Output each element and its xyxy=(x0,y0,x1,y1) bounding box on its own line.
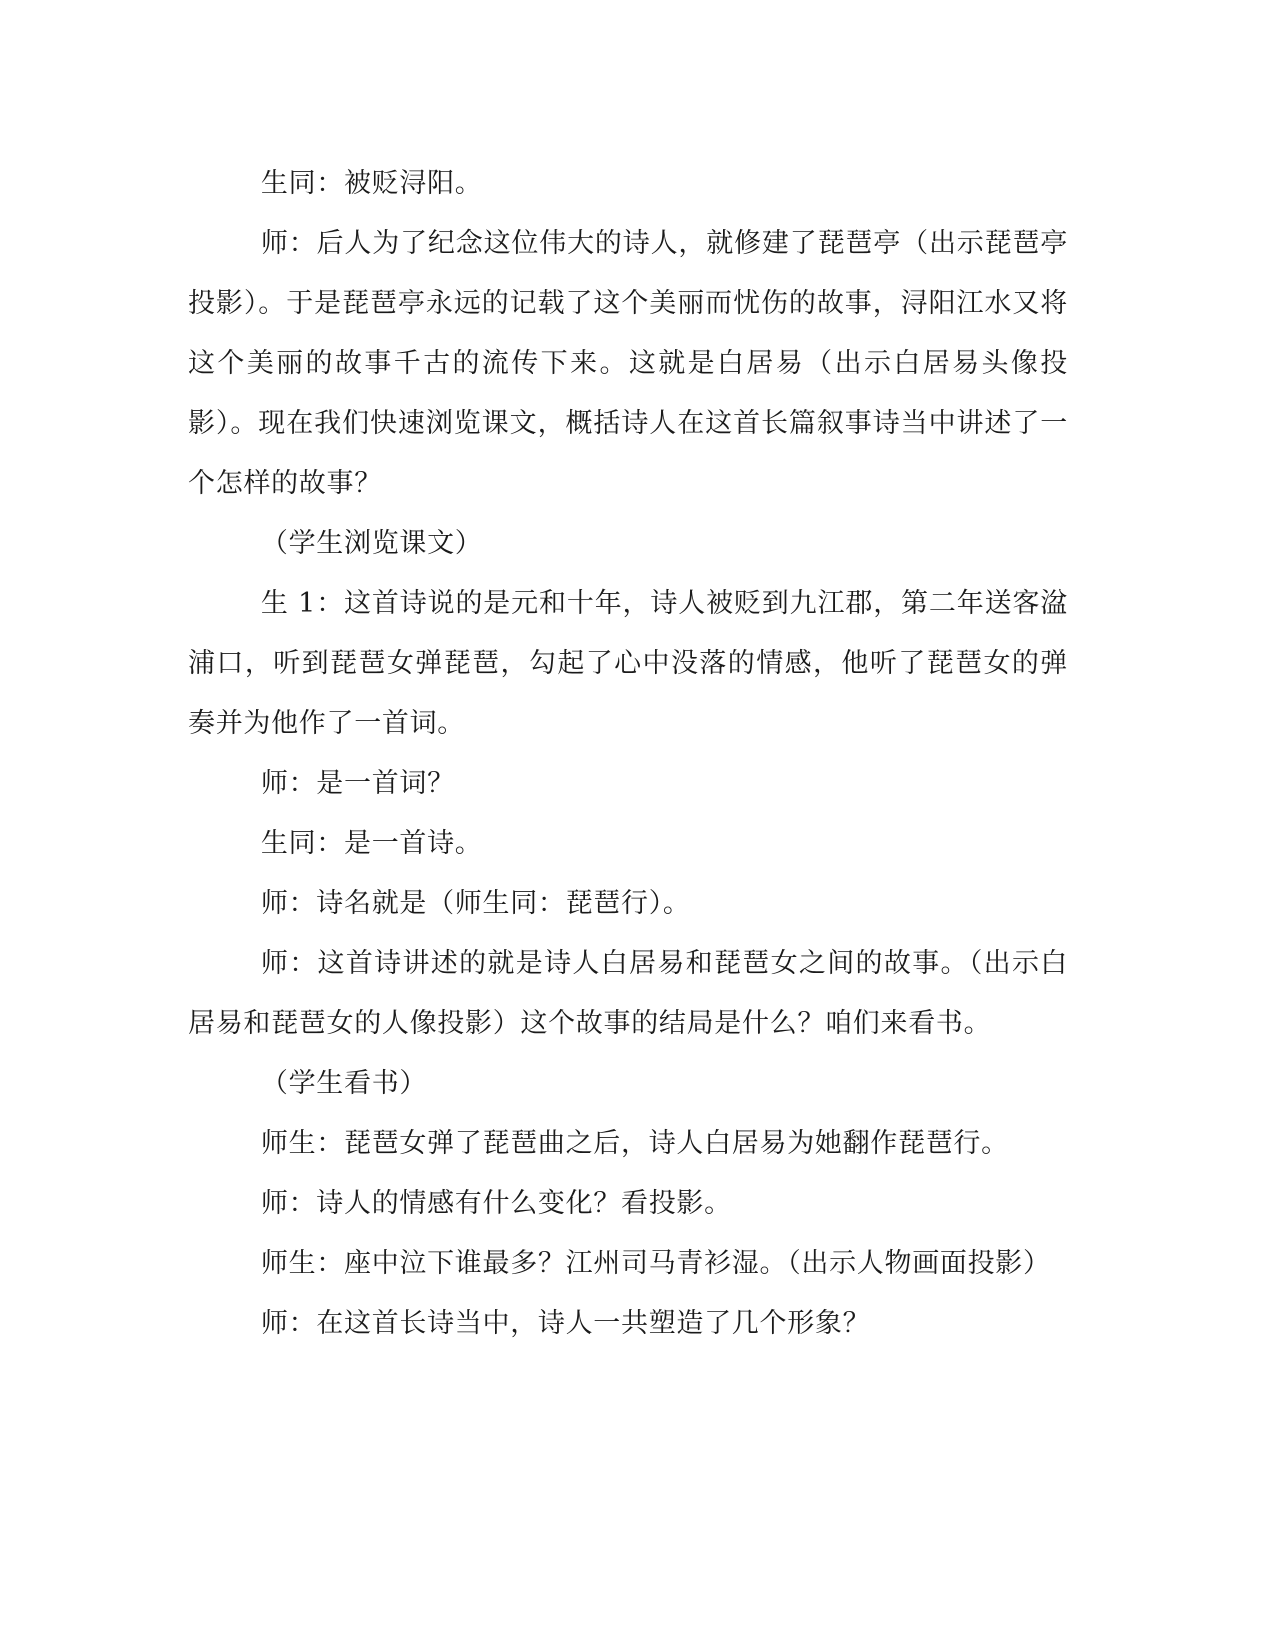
paragraph: 生同：是一首诗。 xyxy=(260,828,483,859)
paragraph: 生 1：这首诗说的是元和十年，诗人被贬到九江郡，第二年送客湓浦口，听到琵琶女弹琵琶，勾起了心中没落的情感，他听了琵琶女的弹奏并为他作了一首词。 xyxy=(188,588,1068,739)
document-body xyxy=(188,154,1068,1354)
paragraph: 师：后人为了纪念这位伟大的诗人，就修建了琵琶亭（出示琵琶亭投影）。于是琵琶亭永远的记载了这个美丽而忧伤的故事，浔阳江水又将这个美丽的故事千古的流传下来。这就是白居易（出示白居易头像投影）。现在我们快速浏览课文，概括诗人在这首长篇叙事诗当中讲述了一个怎样的故事？ xyxy=(188,228,1068,499)
paragraph: 师生：座中泣下谁最多？江州司马青衫湿。（出示人物画面投影） xyxy=(260,1248,1051,1279)
paragraph: 生同：被贬浔阳。 xyxy=(260,168,483,199)
paragraph: 师：诗名就是（师生同：琵琶行）。 xyxy=(260,888,691,919)
paragraph: 师：诗人的情感有什么变化？看投影。 xyxy=(260,1188,732,1219)
paragraph: 师生：琵琶女弹了琵琶曲之后，诗人白居易为她翻作琵琶行。 xyxy=(260,1128,1009,1159)
paragraph: 师：这首诗讲述的就是诗人白居易和琵琶女之间的故事。（出示白居易和琵琶女的人像投影）这个故事的结局是什么？咱们来看书。 xyxy=(188,948,1068,1039)
paragraph: 师：是一首词？ xyxy=(260,768,455,799)
paragraph: 师：在这首长诗当中，诗人一共塑造了几个形象？ xyxy=(260,1308,871,1339)
paragraph: （学生看书） xyxy=(260,1068,428,1099)
paragraph: （学生浏览课文） xyxy=(260,528,483,559)
